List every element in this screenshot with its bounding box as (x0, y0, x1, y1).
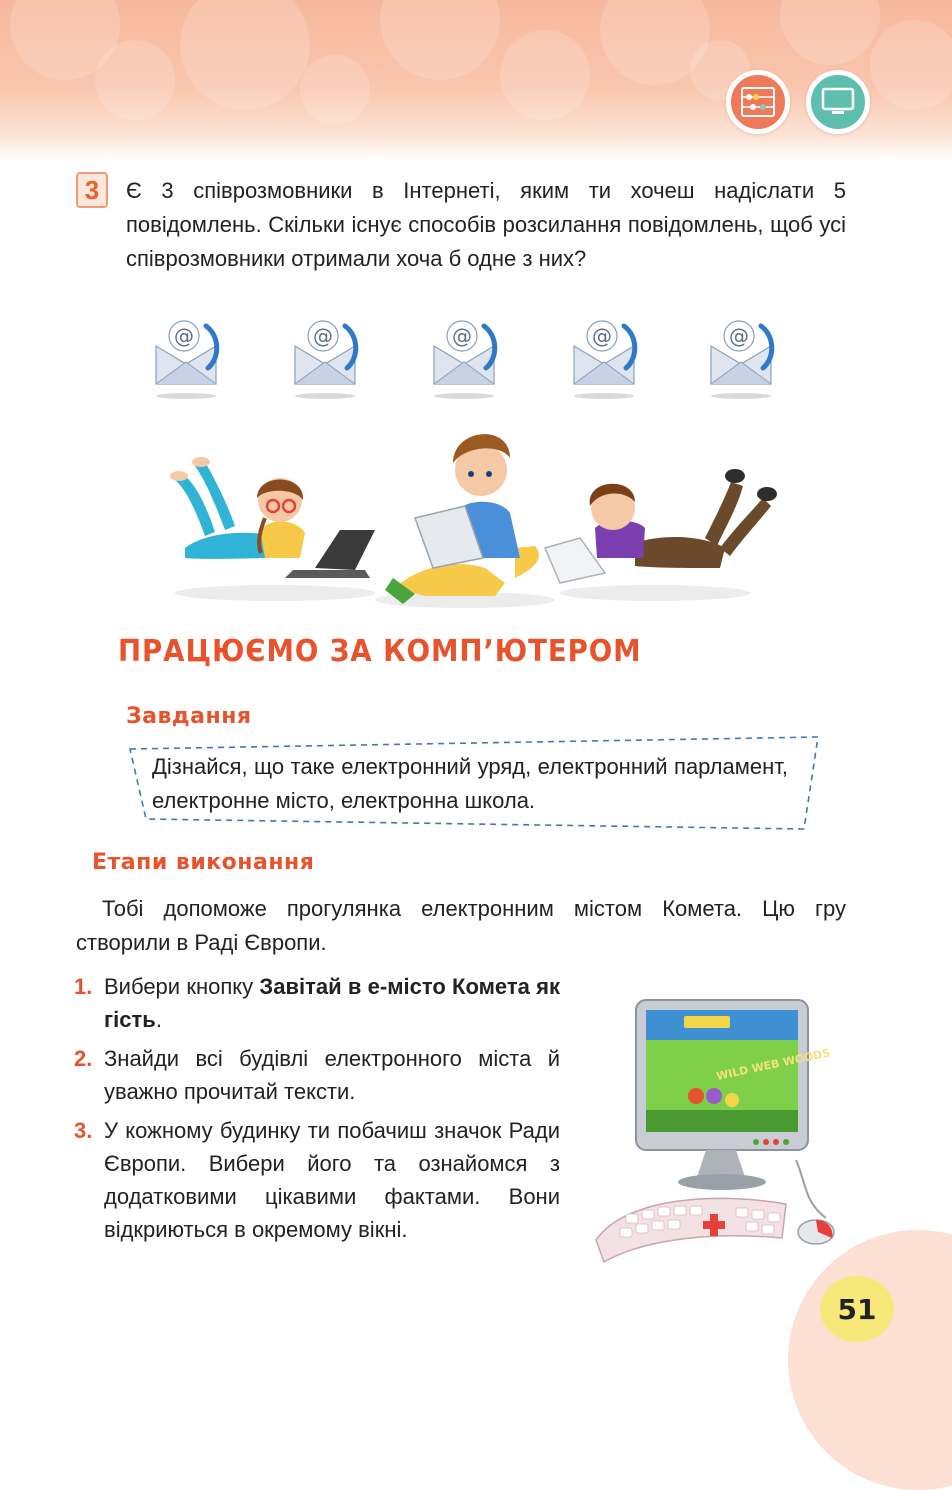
email-envelope-icon (289, 312, 361, 402)
step-bold-text: Завітай в е-місто Комета як гість (104, 974, 560, 1032)
assignment-box (128, 735, 820, 831)
list-item (74, 1114, 560, 1246)
step-text: Вибери кнопку (104, 974, 260, 999)
svg-text:@: @ (592, 324, 612, 348)
svg-text:@: @ (452, 324, 472, 348)
screen-text: WILD WEB WOODS (715, 1046, 832, 1083)
email-envelope-icon (705, 312, 777, 402)
stages-heading: Етапи виконання (92, 850, 315, 875)
email-envelope-icon (150, 312, 222, 402)
assignment-heading: Завдання (126, 704, 252, 729)
task-text: Є 3 співрозмовники в Інтернеті, яким ти хочеш надіслати 5 повідомлень. Скільки існує способів розсилання повідомлень, щоб усі співрозмовники отримали хоча б одне з них? (126, 178, 846, 271)
svg-text:@: @ (174, 324, 194, 348)
list-item (74, 970, 560, 1036)
email-envelope-icon (568, 312, 640, 402)
computer-monitor-icon (806, 70, 870, 134)
email-icons-row (150, 312, 790, 402)
intro-paragraph: Тобі допоможе прогулянка електронним містом Комета. Цю гру створили в Раді Європи. (76, 896, 846, 955)
list-item (74, 1042, 560, 1108)
boy-lying-figure (545, 469, 777, 583)
page-number-badge (820, 1276, 894, 1342)
page-number: 51 (837, 1292, 877, 1326)
kids-with-laptops-illustration (165, 418, 790, 613)
abacus-icon (726, 70, 790, 134)
step-number: 2. (74, 1046, 93, 1071)
email-envelope-icon (428, 312, 500, 402)
step-number: 3. (74, 1118, 93, 1143)
step-number: 1. (74, 974, 93, 999)
step-text-end: . (155, 1007, 162, 1032)
task-number: 3 (76, 172, 108, 208)
boy-sitting-figure (385, 434, 539, 604)
header-band (0, 0, 952, 160)
svg-text:@: @ (313, 324, 333, 348)
step-text: У кожному будинку ти побачиш значок Ради Європи. Вибери його та ознайомся з додатковими цікавими фактами. Вони відкриються в окремому вікні. (104, 1118, 560, 1242)
girl-figure (170, 457, 375, 578)
steps-list (74, 970, 560, 1252)
assignment-text: Дізнайся, що таке електронний уряд, електронний парламент, електронне місто, електронна школа. (152, 754, 788, 813)
svg-text:@: @ (729, 324, 749, 348)
step-text: Знайди всі будівлі електронного міста й уважно прочитай тексти. (104, 1046, 560, 1104)
computer-illustration (586, 992, 850, 1274)
section-title: ПРАЦЮЄМО ЗА КОМП’ЮТЕРОМ (118, 634, 642, 669)
